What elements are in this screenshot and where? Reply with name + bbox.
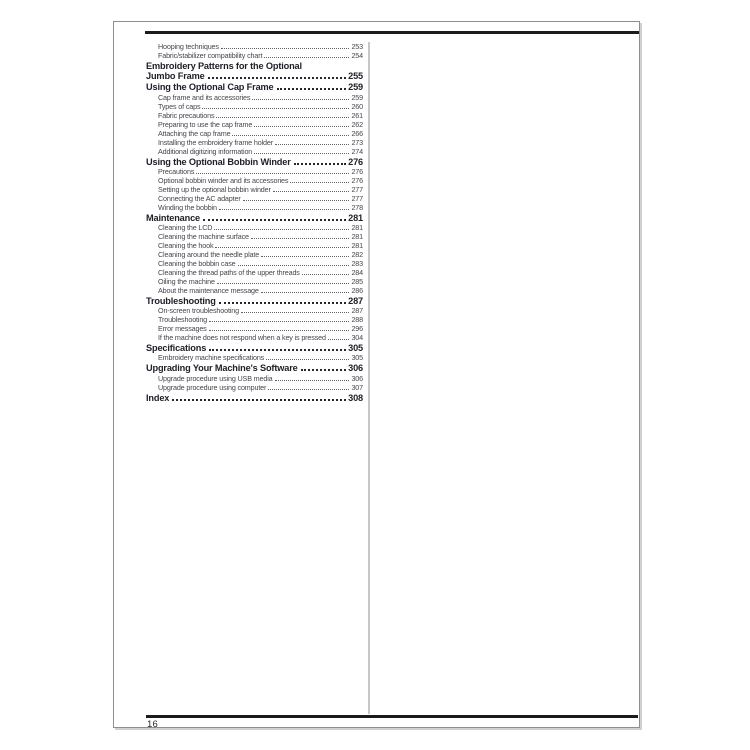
toc-dotted-leader xyxy=(254,153,349,154)
manual-page xyxy=(113,21,640,728)
toc-entry-label: Using the Optional Bobbin Winder xyxy=(146,156,291,167)
toc-entry xyxy=(146,120,363,129)
toc-dotted-leader xyxy=(264,57,349,58)
toc-dotted-leader xyxy=(202,108,349,109)
toc-entry xyxy=(146,353,363,362)
toc-entry xyxy=(146,232,363,241)
toc-entry-page: 288 xyxy=(351,315,363,325)
toc-entry-label: Specifications xyxy=(146,343,207,354)
toc-entry-page: 306 xyxy=(348,363,363,374)
toc-entry-label: Embroidery machine specifications xyxy=(158,353,265,363)
toc-entry-label: Cleaning the thread paths of the upper threads xyxy=(158,267,300,277)
toc-dotted-leader xyxy=(209,321,349,322)
toc-entry xyxy=(146,102,363,111)
toc-dotted-leader xyxy=(277,88,347,90)
toc-dotted-leader xyxy=(261,256,349,257)
column-divider xyxy=(368,42,370,714)
toc-dotted-leader xyxy=(217,283,350,284)
toc-entry-page: 281 xyxy=(351,240,363,250)
toc-dotted-leader xyxy=(216,117,349,118)
toc-entry xyxy=(146,147,363,156)
toc-entry xyxy=(146,241,363,250)
toc-entry xyxy=(146,111,363,120)
toc-dotted-leader xyxy=(215,247,349,248)
toc-dotted-leader xyxy=(221,48,350,49)
toc-entry-page: 260 xyxy=(351,101,363,111)
toc-entry xyxy=(146,129,363,138)
toc-dotted-leader xyxy=(203,219,346,221)
toc-entry xyxy=(146,383,363,392)
toc-entry xyxy=(146,93,363,102)
toc-entry-page: 304 xyxy=(351,333,363,343)
toc-dotted-leader xyxy=(243,200,350,201)
toc-entry-page: 284 xyxy=(351,267,363,277)
toc-entry-label: Cleaning around the needle plate xyxy=(158,249,260,259)
top-rule xyxy=(145,31,639,34)
toc-entry-label: Maintenance xyxy=(146,212,200,223)
toc-entry-page: 259 xyxy=(351,92,363,102)
toc-entry-page: 296 xyxy=(351,324,363,334)
page-number: 16 xyxy=(147,719,158,730)
toc-entry-label: Installing the embroidery frame holder xyxy=(158,137,273,147)
toc-entry-label: Troubleshooting xyxy=(146,295,216,306)
toc-dotted-leader xyxy=(238,265,350,266)
toc-entry-label: Winding the bobbin xyxy=(158,202,217,212)
toc-entry-label: Attaching the cap frame xyxy=(158,128,231,138)
toc-dotted-leader xyxy=(261,292,350,293)
toc-entry-page: 261 xyxy=(351,110,363,120)
toc-entry xyxy=(146,315,363,324)
toc-entry-page: 262 xyxy=(351,119,363,129)
toc-entry-page: 307 xyxy=(351,382,363,392)
toc-dotted-leader xyxy=(219,302,346,304)
toc-dotted-leader xyxy=(290,182,349,183)
toc-entry-page: 266 xyxy=(351,128,363,138)
toc-entry-page: 276 xyxy=(351,166,363,176)
toc-entry-label: Setting up the optional bobbin winder xyxy=(158,184,271,194)
toc-entry xyxy=(146,268,363,277)
toc-entry-page: 282 xyxy=(351,249,363,259)
toc-entry-page: 305 xyxy=(348,343,363,354)
toc-entry-page: 305 xyxy=(351,353,363,363)
toc-entry xyxy=(146,51,363,60)
toc-entry-label: Fabric/stabilizer compatibility chart xyxy=(158,51,263,60)
toc-dotted-leader xyxy=(266,359,349,360)
toc-entry xyxy=(146,223,363,232)
toc-dotted-leader xyxy=(172,399,346,401)
toc-entry-label: Cleaning the hook xyxy=(158,240,214,250)
toc-entry xyxy=(146,203,363,212)
toc-entry-label: Cap frame and its accessories xyxy=(158,92,251,102)
bottom-rule xyxy=(146,715,638,718)
toc-entry xyxy=(146,167,363,176)
toc-entry-label: Oiling the machine xyxy=(158,276,215,286)
toc-entry-page: 276 xyxy=(348,156,363,167)
toc-entry-page: 274 xyxy=(351,146,363,156)
toc-dotted-leader xyxy=(241,312,350,313)
toc-entry xyxy=(146,333,363,342)
toc-entry-label: Types of caps xyxy=(158,101,201,111)
toc-entry-label: Using the Optional Cap Frame xyxy=(146,82,274,93)
toc-entry-label: About the maintenance message xyxy=(158,285,259,295)
toc-entry-label: Fabric precautions xyxy=(158,110,215,120)
toc-entry-page: 287 xyxy=(348,295,363,306)
toc-entry-label: Optional bobbin winder and its accessories xyxy=(158,175,289,185)
toc-entry xyxy=(146,324,363,333)
toc-entry-page: 281 xyxy=(351,231,363,241)
toc-entry-page: 277 xyxy=(351,193,363,203)
toc-entry-page: 255 xyxy=(348,71,363,82)
toc-entry xyxy=(146,82,363,92)
toc-dotted-leader xyxy=(301,369,347,371)
toc-entry xyxy=(146,176,363,185)
toc-dotted-leader xyxy=(251,238,350,239)
toc-entry-page: 277 xyxy=(351,184,363,194)
toc-entry-label: Cleaning the bobbin case xyxy=(158,258,236,268)
toc-entry-label: Additional digitizing information xyxy=(158,146,253,156)
toc-entry-page: 286 xyxy=(351,285,363,295)
toc-entry xyxy=(146,194,363,203)
toc-entry xyxy=(146,61,363,71)
toc-dotted-leader xyxy=(328,339,350,340)
toc-dotted-leader xyxy=(232,135,349,136)
toc-entry xyxy=(146,71,363,81)
toc-entry xyxy=(146,296,363,306)
toc-entry-page: 281 xyxy=(351,222,363,232)
toc-dotted-leader xyxy=(209,330,350,331)
toc-entry-page: 287 xyxy=(351,306,363,316)
toc-entry-label: Upgrade procedure using computer xyxy=(158,382,267,392)
toc-entry xyxy=(146,42,363,51)
toc-entry-page: 273 xyxy=(351,137,363,147)
toc-dotted-leader xyxy=(254,126,349,127)
toc-entry xyxy=(146,286,363,295)
toc-entry xyxy=(146,250,363,259)
toc-entry-page: 278 xyxy=(351,202,363,212)
toc-entry-label: Connecting the AC adapter xyxy=(158,193,241,203)
toc-entry-label: On-screen troubleshooting xyxy=(158,306,239,316)
toc-entry-page: 254 xyxy=(351,51,363,60)
toc-dotted-leader xyxy=(219,209,350,210)
toc-dotted-leader xyxy=(302,274,350,275)
toc-entry-page: 283 xyxy=(351,258,363,268)
toc-entry-page: 276 xyxy=(351,175,363,185)
toc-dotted-leader xyxy=(275,144,350,145)
toc-entry-page: 253 xyxy=(351,42,363,51)
toc-entry-label: Embroidery Patterns for the Optional xyxy=(146,61,302,71)
toc-entry-label: Cleaning the LCD xyxy=(158,222,213,232)
toc-entry xyxy=(146,138,363,147)
toc-dotted-leader xyxy=(273,191,350,192)
table-of-contents xyxy=(146,42,363,403)
toc-entry-page: 285 xyxy=(351,276,363,286)
toc-entry-page: 308 xyxy=(348,392,363,403)
toc-entry-page: 281 xyxy=(348,212,363,223)
toc-entry xyxy=(146,259,363,268)
toc-entry-page: 306 xyxy=(351,373,363,383)
toc-entry-label: Upgrading Your Machine's Software xyxy=(146,363,298,374)
toc-entry xyxy=(146,306,363,315)
toc-entry-label: Troubleshooting xyxy=(158,315,208,325)
toc-entry xyxy=(146,343,363,353)
toc-entry xyxy=(146,393,363,403)
toc-entry-label: Preparing to use the cap frame xyxy=(158,119,253,129)
toc-entry xyxy=(146,363,363,373)
toc-entry-label: Jumbo Frame xyxy=(146,71,205,82)
toc-entry-label: If the machine does not respond when a key is pressed xyxy=(158,333,326,343)
toc-dotted-leader xyxy=(208,77,347,79)
toc-entry-label: Hooping techniques xyxy=(158,42,219,51)
toc-dotted-leader xyxy=(196,173,349,174)
toc-entry xyxy=(146,277,363,286)
toc-entry xyxy=(146,157,363,167)
toc-entry-label: Precautions xyxy=(158,166,195,176)
toc-dotted-leader xyxy=(214,229,349,230)
toc-entry-label: Cleaning the machine surface xyxy=(158,231,249,241)
toc-entry-label: Index xyxy=(146,392,170,403)
toc-entry xyxy=(146,374,363,383)
toc-entry-page: 259 xyxy=(348,82,363,93)
toc-entry-label: Upgrade procedure using USB media xyxy=(158,373,273,383)
toc-dotted-leader xyxy=(252,99,349,100)
toc-dotted-leader xyxy=(275,380,350,381)
toc-entry xyxy=(146,185,363,194)
toc-entry xyxy=(146,213,363,223)
toc-dotted-leader xyxy=(268,389,349,390)
toc-dotted-leader xyxy=(294,163,346,165)
toc-dotted-leader xyxy=(209,349,346,351)
toc-entry-label: Error messages xyxy=(158,324,207,334)
